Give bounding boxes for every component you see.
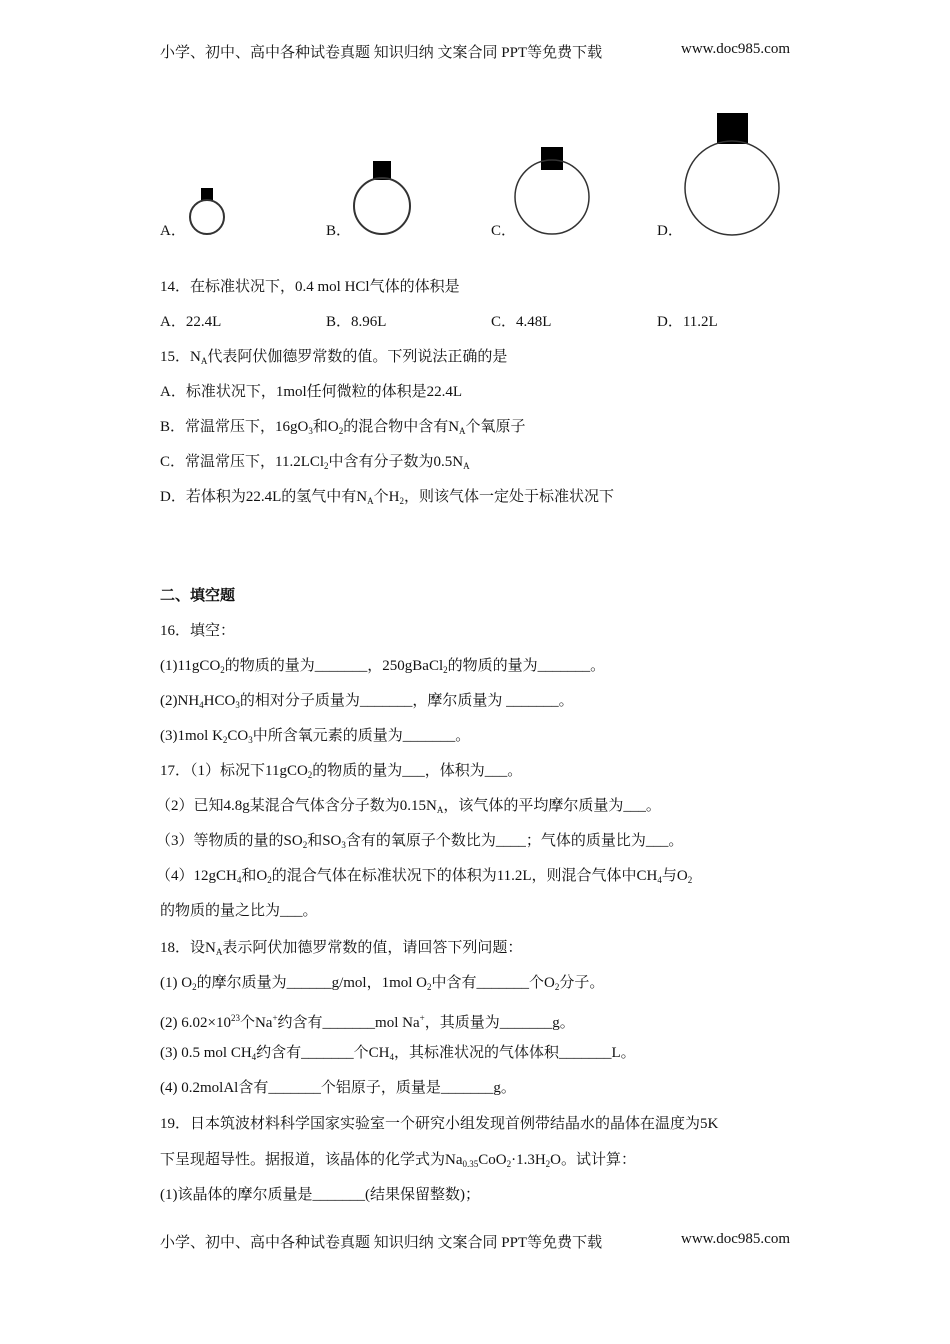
header-url: www.doc985.com: [680, 41, 790, 57]
q15-option-b: B．常温常压下，$16gO_3$和$O_2$的混合物中含有$N_A$个氧原子: [160, 419, 526, 436]
q14-option-d: D．11.2L: [657, 314, 718, 330]
figure-label-d: D．: [657, 223, 683, 239]
question-line: (4) 0.2molAl含有_______个铝原子，质量是_______g。: [160, 1080, 516, 1096]
question-line: 18．设$N_A$表示阿伏加德罗常数的值，请回答下列问题：: [160, 940, 523, 957]
figure-c: [515, 147, 589, 234]
q15-stem: 15．$N_A$代表阿伏伽德罗常数的值。下列说法正确的是: [160, 349, 508, 366]
figure-a: [190, 188, 224, 234]
question-line: 的物质的量之比为___。: [160, 903, 318, 919]
question-line: （3）等物质的量的$SO_2$和$SO_3$含有的氧原子个数比为____；气体的质量比为___。: [156, 833, 684, 850]
q14-option-b: B．8.96L: [326, 314, 387, 330]
figure-d: [685, 113, 779, 235]
figure-label-a: A．: [160, 223, 186, 239]
q15-option-d: D．若体积为22.4L的氢气中有$N_A$个$H_2$，则该气体一定处于标准状况下: [160, 489, 614, 506]
q14-option-a: A．22.4L: [160, 314, 222, 330]
page-footer: [160, 1231, 790, 1252]
question-line: 17．（1）标况下11gCO$_2$的物质的量为___，体积为___。: [160, 763, 523, 780]
figure-b: [354, 161, 410, 234]
figure-label-c: C．: [491, 223, 517, 239]
section-heading: 二、填空题: [160, 588, 236, 604]
balloon-figures: [0, 0, 950, 260]
question-line: (2) $6.02\times 10^{23}$个Na+约含有_______mol Na+，其质量为_______g。: [160, 1013, 575, 1031]
q14-option-c: C．4.48L: [491, 314, 552, 330]
question-line: (1)11gCO$_2$的物质的量为_______，250gBaCl$_2$的物质的量为_______。: [160, 658, 606, 675]
footer-text: 小学、初中、高中各种试卷真题 知识归纳 文案合同 PPT等免费下载: [160, 1235, 603, 1251]
q15-option-c: C．常温常压下，11.2LCl$_2$中含有分子数为$0.5N_A$: [160, 454, 470, 471]
q14-stem: 14．在标准状况下，0.4 mol HCl气体的体积是: [160, 279, 460, 295]
question-line: (1) $O_2$的摩尔质量为______g/mol，1mol $O_2$中含有_______个$O_2$分子。: [160, 975, 605, 992]
footer-url: www.doc985.com: [680, 1231, 790, 1247]
figure-label-b: B．: [326, 223, 352, 239]
question-line: (3)1mol $K_2CO_3$中所含氧元素的质量为_______。: [160, 728, 471, 745]
question-line: 下呈现超导性。据报道，该晶体的化学式为$Na_{0.35}CoO_2\cdot 1.3H_2O$。试计算：: [160, 1152, 637, 1169]
question-line: (1)该晶体的摩尔质量是_______(结果保留整数)；: [160, 1187, 480, 1203]
question-line: (3) 0.5 mol $CH_4$约含有_______个$CH_4$，其标准状况的气体体积_______L。: [160, 1045, 636, 1062]
header-text: 小学、初中、高中各种试卷真题 知识归纳 文案合同 PPT等免费下载: [160, 45, 603, 61]
question-line: 19．日本筑波材料科学国家实验室一个研究小组发现首例带结晶水的晶体在温度为5K: [160, 1116, 719, 1132]
question-line: $(2)NH_4HCO_3$的相对分子质量为_______，摩尔质量为 _______。: [160, 693, 574, 710]
question-line: 16．填空：: [160, 623, 236, 639]
q15-option-a: A．标准状况下，1mol任何微粒的体积是22.4L: [160, 384, 463, 400]
question-line: （2）已知4.8g某混合气体含分子数为$0.15N_A$，该气体的平均摩尔质量为___。: [156, 798, 661, 815]
question-line: （4）12gCH$_4$和$O_2$的混合气体在标准状况下的体积为11.2L，则混合气体中$CH_4$与$O_2$: [156, 868, 693, 885]
